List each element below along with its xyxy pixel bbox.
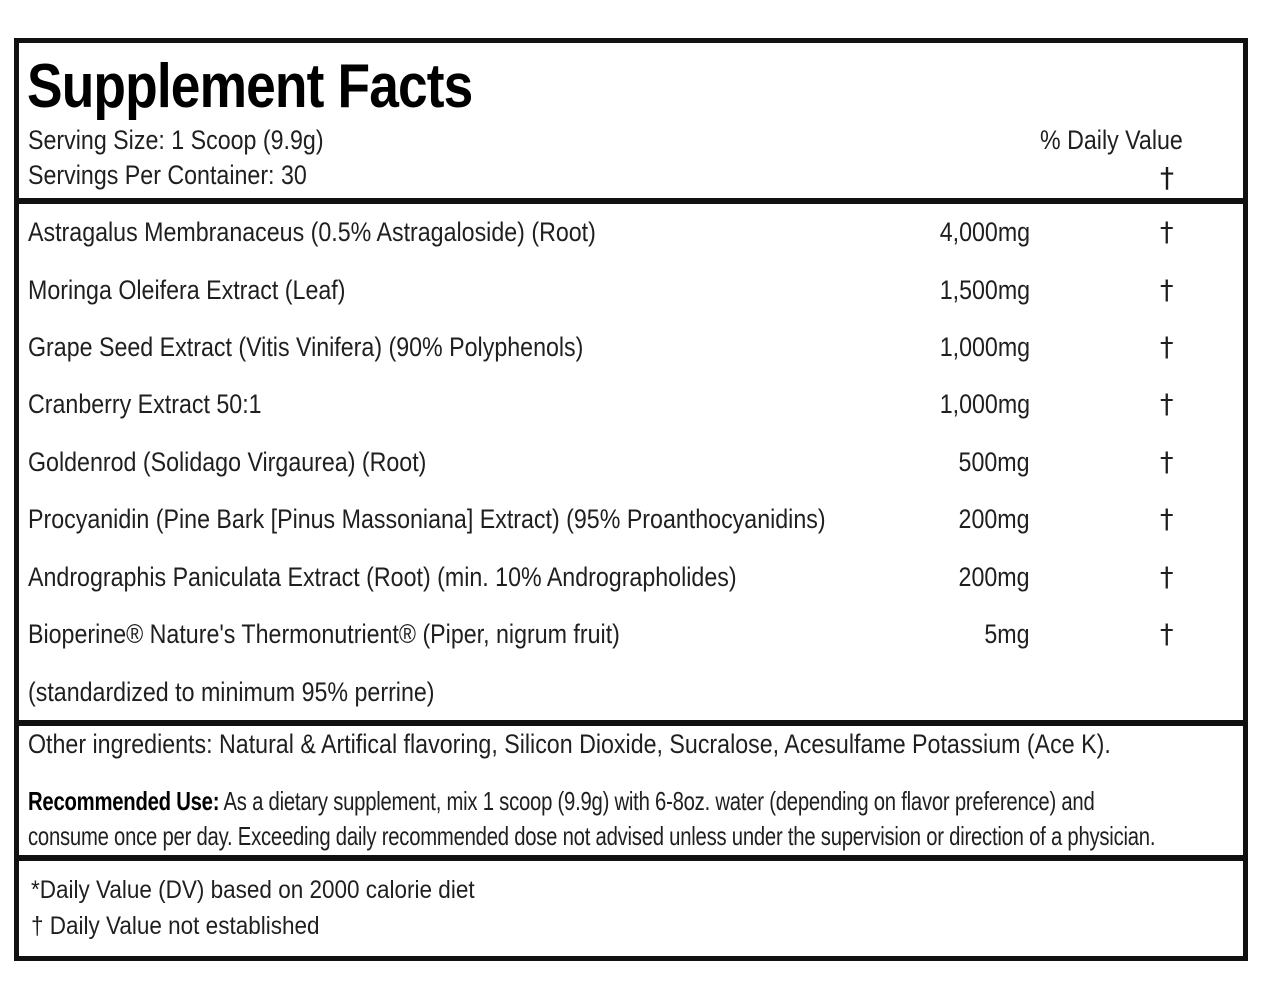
divider-thick (19, 855, 1243, 861)
ingredient-dv: † (1160, 562, 1174, 593)
ingredient-dv: † (1160, 275, 1174, 306)
serving-size: Serving Size: 1 Scoop (9.9g) (28, 125, 324, 155)
recommended-use-label: Recommended Use: (28, 786, 220, 816)
ingredient-name: Moringa Oleifera Extract (Leaf) (28, 275, 346, 305)
supplement-facts-panel (14, 38, 1248, 961)
ingredient-dv: † (1160, 217, 1174, 248)
ingredient-name: Astragalus Membranaceus (0.5% Astragaloside) (Root) (28, 217, 596, 247)
ingredient-name: Goldenrod (Solidago Virgaurea) (Root) (28, 447, 427, 477)
ingredient-dv: † (1160, 619, 1174, 650)
ingredient-dv: † (1160, 332, 1174, 363)
ingredient-amount: 200mg (958, 562, 1030, 592)
ingredient-dv: † (1160, 504, 1174, 535)
daily-value-header: % Daily Value (1040, 125, 1183, 155)
divider-thick (19, 720, 1243, 726)
ingredient-amount: 1,000mg (939, 332, 1030, 362)
panel-title: Supplement Facts (27, 52, 473, 121)
ingredient-dv: † (1160, 447, 1174, 478)
ingredient-name: Grape Seed Extract (Vitis Vinifera) (90% Polyphenols) (28, 332, 584, 362)
ingredient-name: Cranberry Extract 50:1 (28, 389, 262, 419)
ingredient-amount: 200mg (958, 504, 1030, 534)
bioperine-note: (standardized to minimum 95% perrine) (28, 677, 435, 707)
ingredient-name: Bioperine® Nature's Thermonutrient® (Piper, nigrum fruit) (28, 619, 620, 649)
other-ingredients: Other ingredients: Natural & Artifical flavoring, Silicon Dioxide, Sucralose, Acesulfame Potassium (Ace K). (28, 729, 1111, 759)
recommended-use-line-2: consume once per day. Exceeding daily recommended dose not advised unless under the supervision or direction of a physician. (28, 821, 1156, 851)
daily-value-dagger: † (1160, 161, 1174, 194)
ingredient-amount: 500mg (958, 447, 1030, 477)
ingredient-amount: 1,500mg (939, 275, 1030, 305)
recommended-use-text: As a dietary supplement, mix 1 scoop (9.9g) with 6-8oz. water (depending on flavor preference) and (219, 786, 1095, 816)
ingredient-amount: 1,000mg (939, 389, 1030, 419)
servings-per-container: Servings Per Container: 30 (28, 160, 307, 190)
footnote-not-established: † Daily Value not established (31, 912, 320, 940)
divider-thick (19, 198, 1243, 204)
ingredient-dv: † (1160, 389, 1174, 420)
ingredient-name: Andrographis Paniculata Extract (Root) (min. 10% Andrographolides) (28, 562, 737, 592)
recommended-use-line-1 (28, 786, 1095, 817)
ingredient-name: Procyanidin (Pine Bark [Pinus Massoniana] Extract) (95% Proanthocyanidins) (28, 504, 826, 534)
ingredient-amount: 4,000mg (939, 217, 1030, 247)
footnote-daily-value: *Daily Value (DV) based on 2000 calorie diet (31, 876, 475, 904)
ingredient-amount: 5mg (984, 619, 1030, 649)
